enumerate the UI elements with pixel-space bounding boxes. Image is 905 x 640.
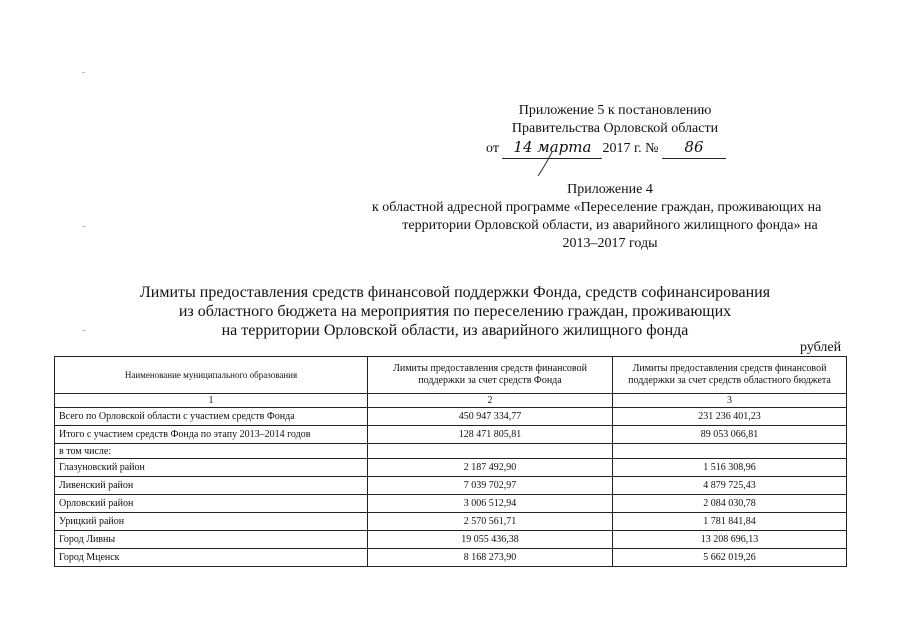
fund-amount: 2 570 561,71	[368, 513, 613, 531]
regional-amount	[613, 444, 847, 459]
column-number: 3	[613, 394, 847, 408]
fund-amount: 8 168 273,90	[368, 549, 613, 567]
regional-amount: 2 084 030,78	[613, 495, 847, 513]
table-row	[55, 549, 847, 567]
regional-amount: 1 516 308,96	[613, 459, 847, 477]
row-name: Всего по Орловской области с участием средств Фонда	[55, 408, 368, 426]
row-name: Урицкий район	[55, 513, 368, 531]
regional-amount: 231 236 401,23	[613, 408, 847, 426]
document-title-line3: на территории Орловской области, из аварийного жилищного фонда	[221, 322, 689, 339]
column-number-row	[55, 394, 847, 408]
annex5-date-line	[486, 138, 726, 159]
unit-label: рублей	[800, 340, 842, 355]
column-number: 1	[55, 394, 368, 408]
header-municipality: Наименование муниципального образования	[55, 357, 368, 394]
limits-table	[54, 356, 847, 567]
regional-amount: 4 879 725,43	[613, 477, 847, 495]
document-title-line1: Лимиты предоставления средств финансовой поддержки Фонда, средств софинансирования	[139, 284, 771, 301]
table-row	[55, 531, 847, 549]
row-name: Город Мценск	[55, 549, 368, 567]
table-row	[55, 444, 847, 459]
fund-amount: 3 006 512,94	[368, 495, 613, 513]
scan-mark	[82, 226, 85, 227]
header-fund-limits: Лимиты предоставления средств финансовой поддержки за счет средств Фонда	[368, 357, 613, 394]
row-name: в том числе:	[55, 444, 368, 459]
table-row	[55, 426, 847, 444]
table-row	[55, 477, 847, 495]
table-header-row	[55, 357, 847, 394]
table-row	[55, 513, 847, 531]
row-name: Глазуновский район	[55, 459, 368, 477]
scan-mark	[82, 72, 85, 73]
regional-amount: 5 662 019,26	[613, 549, 847, 567]
fund-amount: 2 187 492,90	[368, 459, 613, 477]
annex4-line1: Приложение 4	[567, 182, 653, 197]
fund-amount: 19 055 436,38	[368, 531, 613, 549]
fund-amount: 450 947 334,77	[368, 408, 613, 426]
annex4-line4: 2013–2017 годы	[562, 236, 658, 251]
annex5-line2: Правительства Орловской области	[511, 121, 719, 136]
handwritten-date: 14 марта	[502, 138, 602, 159]
table-row	[55, 459, 847, 477]
header-regional-limits: Лимиты предоставления средств финансовой поддержки за счет средств областного бюджета	[613, 357, 847, 394]
annex5-from: от	[486, 141, 499, 156]
annex4-line2: к областной адресной программе «Переселение граждан, проживающих на	[372, 200, 822, 215]
signature-stroke	[530, 150, 560, 180]
fund-amount: 128 471 805,81	[368, 426, 613, 444]
fund-amount: 7 039 702,97	[368, 477, 613, 495]
column-number: 2	[368, 394, 613, 408]
row-name: Орловский район	[55, 495, 368, 513]
document-title-line2: из областного бюджета на мероприятия по переселению граждан, проживающих	[178, 303, 732, 320]
row-name: Итого с участием средств Фонда по этапу 2013–2014 годов	[55, 426, 368, 444]
regional-amount: 89 053 066,81	[613, 426, 847, 444]
regional-amount: 1 781 841,84	[613, 513, 847, 531]
table-row	[55, 408, 847, 426]
annex4-line3: территории Орловской области, из аварийного жилищного фонда» на	[402, 218, 818, 233]
annex5-line1: Приложение 5 к постановлению	[518, 103, 712, 118]
row-name: Ливенский район	[55, 477, 368, 495]
regional-amount: 13 208 696,13	[613, 531, 847, 549]
annex5-year: 2017 г. №	[602, 141, 659, 156]
row-name: Город Ливны	[55, 531, 368, 549]
table-row	[55, 495, 847, 513]
fund-amount	[368, 444, 613, 459]
handwritten-number: 86	[662, 138, 726, 159]
